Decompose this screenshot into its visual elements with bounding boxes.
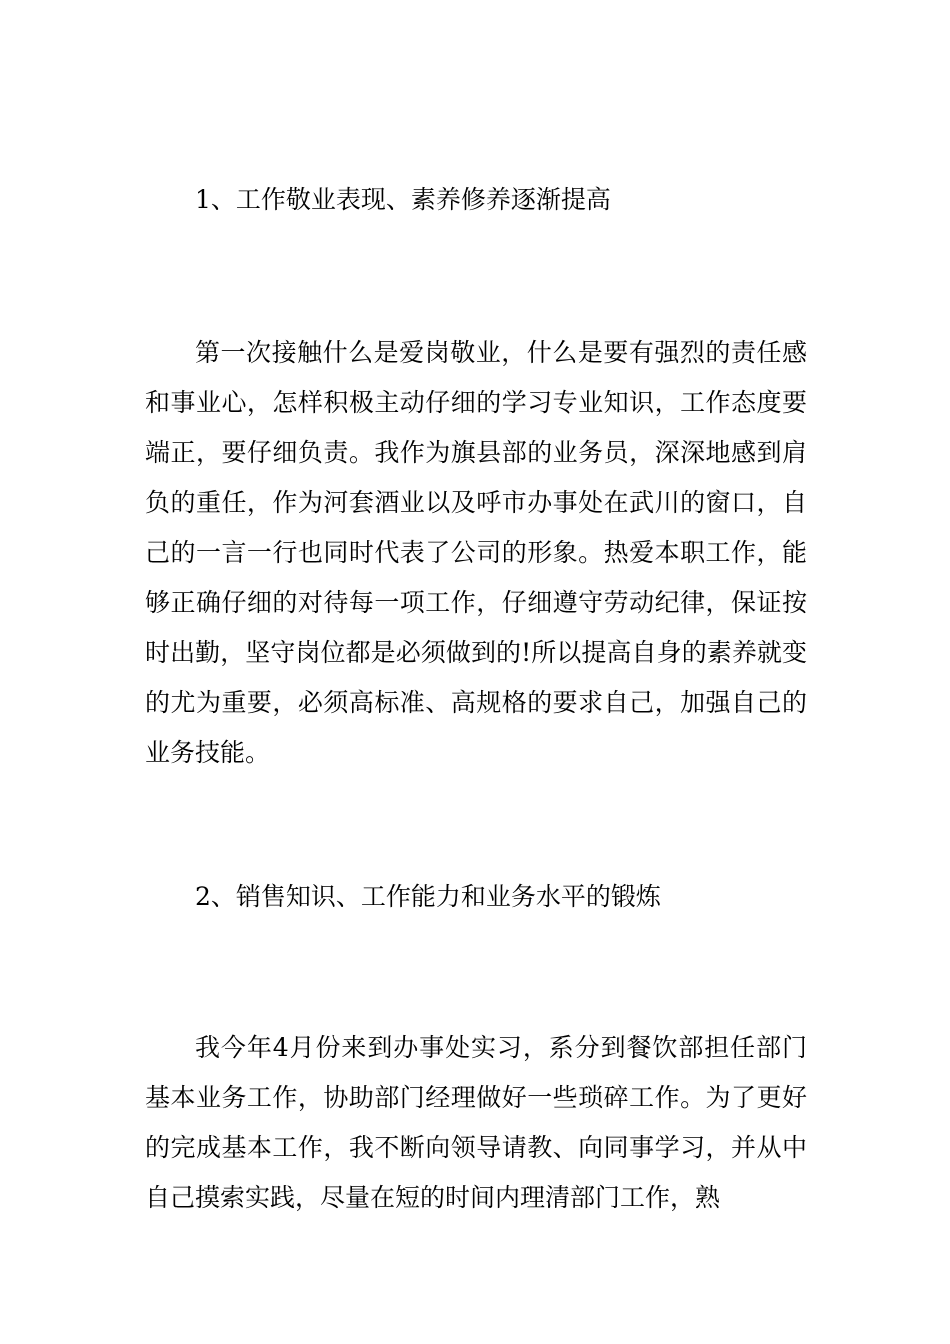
section-paragraph-1: 第一次接触什么是爱岗敬业，什么是要有强烈的责任感和事业心，怎样积极主动仔细的学习专业知识，工作态度要端正，要仔细负责。我作为旗县部的业务员，深深地感到肩负的重任，作为河套酒业以及呼市办事处在武川的窗口，自己的一言一行也同时代表了公司的形象。热爱本职工作，能够正确仔细的对待每一项工作，仔细遵守劳动纪律，保证按时出勤，坚守岗位都是必须做到的!所以提高自身的素养就变的尤为重要，必须高标准、高规格的要求自己，加强自己的业务技能。 — [145, 338, 807, 767]
section-heading-2: 2、销售知识、工作能力和业务水平的锻炼 — [195, 882, 661, 911]
section-paragraph-2: 我今年4月份来到办事处实习，系分到餐饮部担任部门基本业务工作，协助部门经理做好一些琐碎工作。为了更好的完成基本工作，我不断向领导请教、向同事学习，并从中自己摸索实践，尽量在短的时间内理清部门工作，熟 — [145, 1033, 807, 1212]
section-heading-1: 1、工作敬业表现、素养修养逐渐提高 — [195, 185, 611, 214]
